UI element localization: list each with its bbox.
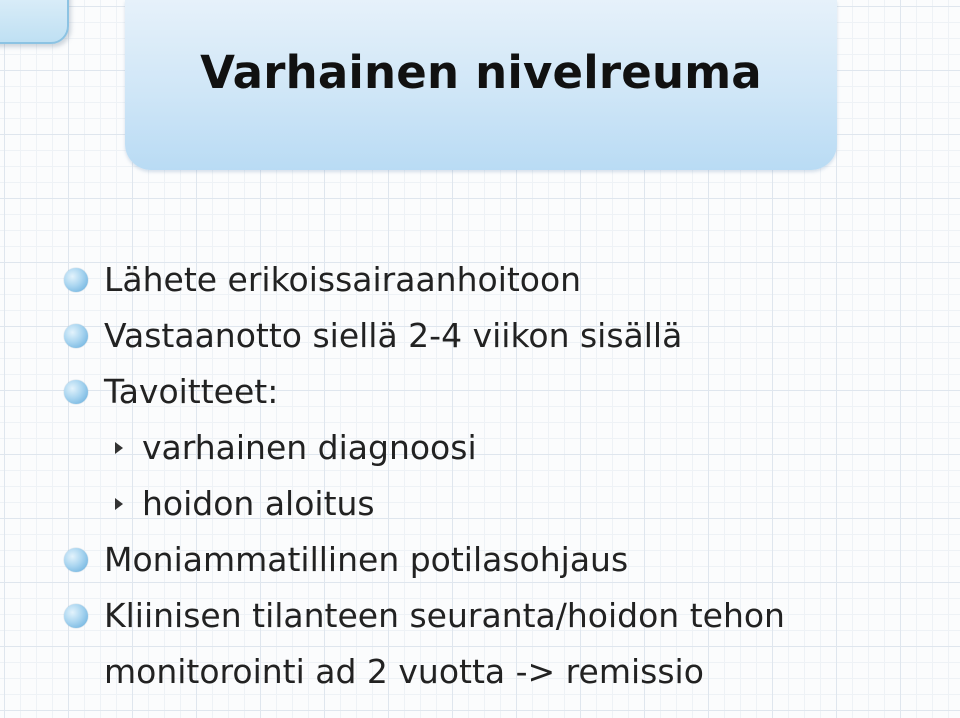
- bullet-text: Vastaanotto siellä 2-4 viikon sisällä: [104, 316, 683, 355]
- bullet-sphere-icon: [64, 548, 88, 572]
- bullet-item: [62, 308, 940, 364]
- sub-bullet-text: varhainen diagnoosi: [142, 428, 477, 467]
- bullet-item: [62, 588, 940, 644]
- bullet-item: [62, 532, 940, 588]
- bullet-item: [62, 364, 940, 420]
- triangle-arrow-icon: [115, 442, 123, 454]
- bullet-text: Kliinisen tilanteen seuranta/hoidon tehon: [104, 596, 785, 635]
- bullet-sphere-icon: [64, 380, 88, 404]
- bullet-text: Lähete erikoissairaanhoitoon: [104, 260, 582, 299]
- triangle-arrow-icon: [115, 498, 123, 510]
- bullet-list: [62, 252, 940, 700]
- title-banner: [125, 0, 837, 170]
- bullet-text: monitorointi ad 2 vuotta -> remissio: [104, 652, 704, 691]
- corner-decoration: [0, 0, 69, 44]
- bullet-continuation: [62, 644, 940, 700]
- bullet-sphere-icon: [64, 268, 88, 292]
- slide-title: Varhainen nivelreuma: [200, 46, 762, 99]
- bullet-text: Tavoitteet:: [104, 372, 279, 411]
- sub-bullet-item: [62, 476, 940, 532]
- bullet-sphere-icon: [64, 604, 88, 628]
- bullet-sphere-icon: [64, 324, 88, 348]
- bullet-item: [62, 252, 940, 308]
- sub-bullet-text: hoidon aloitus: [142, 484, 375, 523]
- bullet-text: Moniammatillinen potilasohjaus: [104, 540, 629, 579]
- sub-bullet-item: [62, 420, 940, 476]
